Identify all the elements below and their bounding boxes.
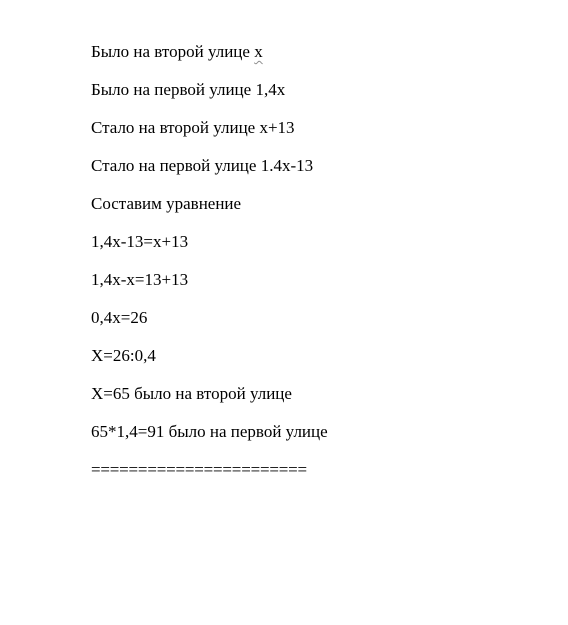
text-line-3: Стало на второй улице х+13 [91, 118, 295, 137]
text-line-5: Составим уравнение [91, 194, 242, 213]
text-line-7: 1,4х-х=13+13 [91, 270, 189, 289]
text-line-10: Х=65 было на второй улице [91, 384, 292, 403]
separator-line: ======================= [91, 460, 307, 479]
text-line-8: 0,4х=26 [91, 308, 148, 327]
text-line-9: Х=26:0,4 [91, 346, 156, 365]
text-line-4: Стало на первой улице 1.4х-13 [91, 156, 314, 175]
document-body [91, 33, 551, 489]
text-line-6: 1,4х-13=х+13 [91, 232, 189, 251]
text-line-1-prefix: Было на второй улице [91, 42, 255, 61]
text-line-2: Было на первой улице 1,4х [91, 80, 286, 99]
text-line-1 [91, 33, 551, 71]
text-line-11: 65*1,4=91 было на первой улице [91, 422, 328, 441]
spellcheck-flagged-word[interactable]: х [254, 42, 263, 61]
